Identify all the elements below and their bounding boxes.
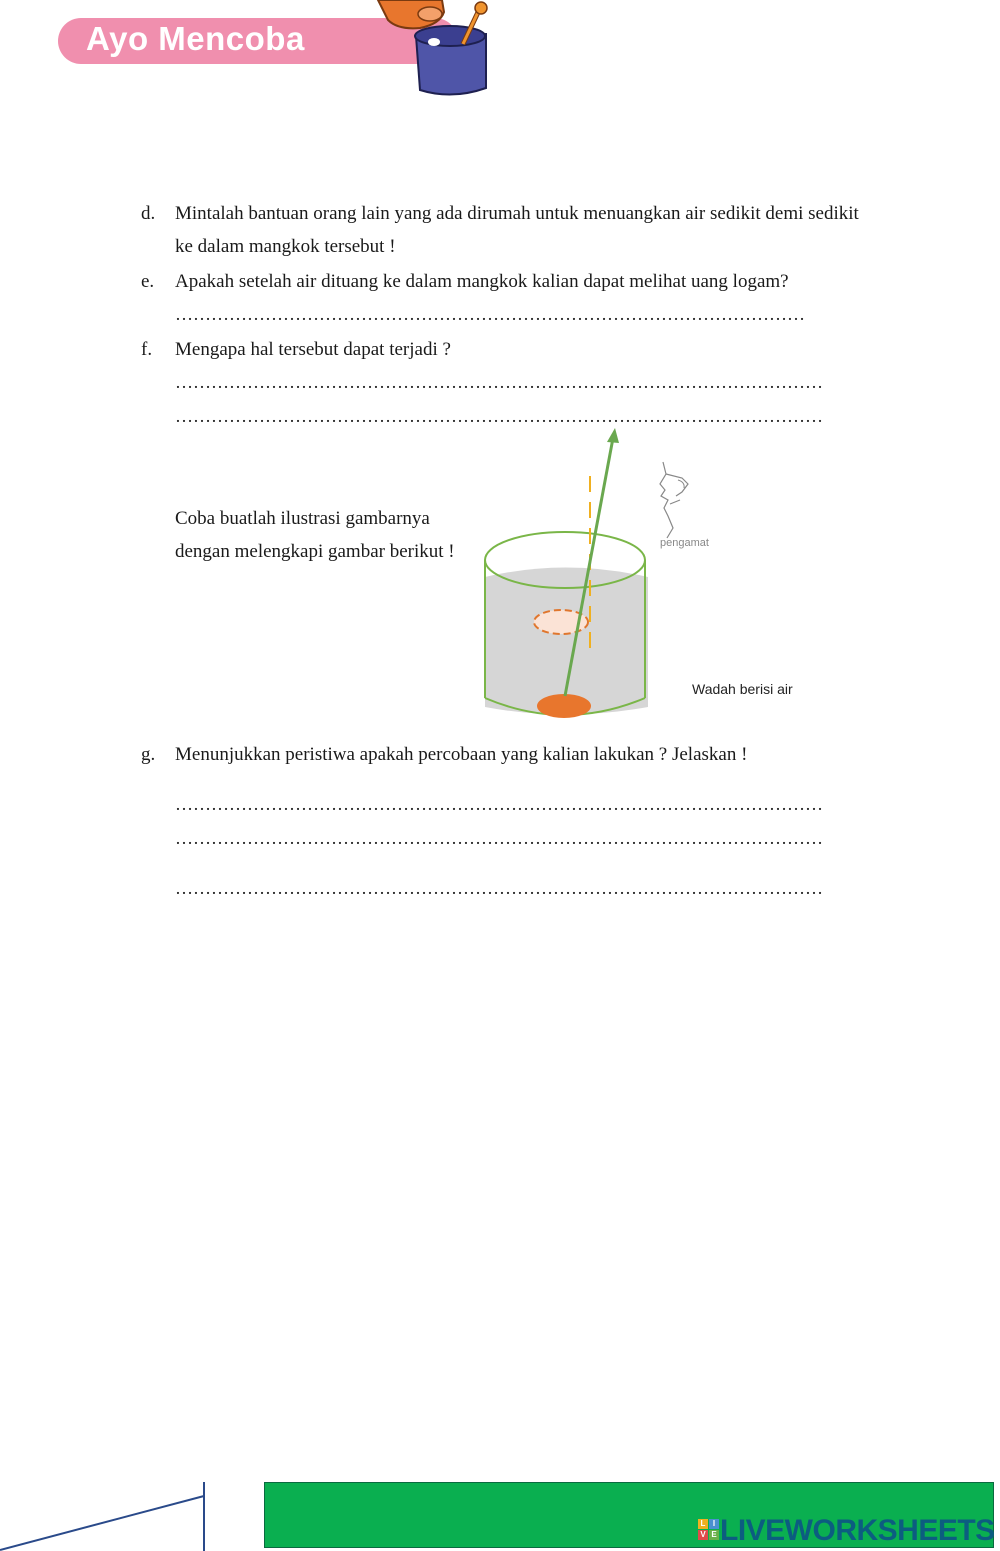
observer-face-sketch bbox=[660, 462, 688, 538]
answer-line-f1[interactable]: ……………………………………………………………………………………………… bbox=[175, 372, 823, 392]
answer-line-g3[interactable]: ……………………………………………………………………………………………… bbox=[175, 878, 823, 898]
footer-corner-lines bbox=[0, 1480, 210, 1551]
illustration-prompt-line1: Coba buatlah ilustrasi gambarnya bbox=[175, 508, 430, 529]
item-g-text: Menunjukkan peristiwa apakah percobaan yang kalian lakukan ? Jelaskan ! bbox=[175, 744, 748, 765]
light-ray-arrowhead bbox=[607, 428, 619, 443]
item-e-text: Apakah setelah air dituang ke dalam mangkok kalian dapat melihat uang logam? bbox=[175, 271, 789, 292]
item-f-marker: f. bbox=[141, 339, 153, 360]
container-label: Wadah berisi air bbox=[692, 681, 793, 697]
answer-line-f2[interactable]: ……………………………………………………………………………………………… bbox=[175, 406, 823, 426]
answer-line-g2[interactable]: ……………………………………………………………………………………………… bbox=[175, 828, 823, 848]
page-title: Ayo Mencoba bbox=[86, 20, 305, 57]
item-d-marker: d. bbox=[141, 203, 156, 224]
answer-line-e[interactable]: …………………………………………………………………………………………… bbox=[175, 304, 805, 324]
liveworksheets-brand[interactable]: LIVEWORKSHEETS bbox=[720, 1514, 995, 1547]
item-g-marker: g. bbox=[141, 744, 156, 765]
item-d-text-line2: ke dalam mangkok tersebut ! bbox=[175, 236, 396, 257]
liveworksheets-logo-icon: L I V E bbox=[698, 1519, 720, 1541]
item-d-text-line1: Mintalah bantuan orang lain yang ada dirumah untuk menuangkan air sedikit demi sedikit bbox=[175, 203, 859, 224]
mortar-pestle-icon bbox=[370, 0, 495, 100]
illustration-prompt-line2: dengan melengkapi gambar berikut ! bbox=[175, 541, 455, 562]
item-f-text: Mengapa hal tersebut dapat terjadi ? bbox=[175, 339, 451, 360]
real-coin bbox=[537, 694, 591, 718]
observer-label: pengamat bbox=[660, 537, 709, 549]
answer-line-g1[interactable]: ……………………………………………………………………………………………… bbox=[175, 794, 823, 814]
item-e-marker: e. bbox=[141, 271, 155, 292]
